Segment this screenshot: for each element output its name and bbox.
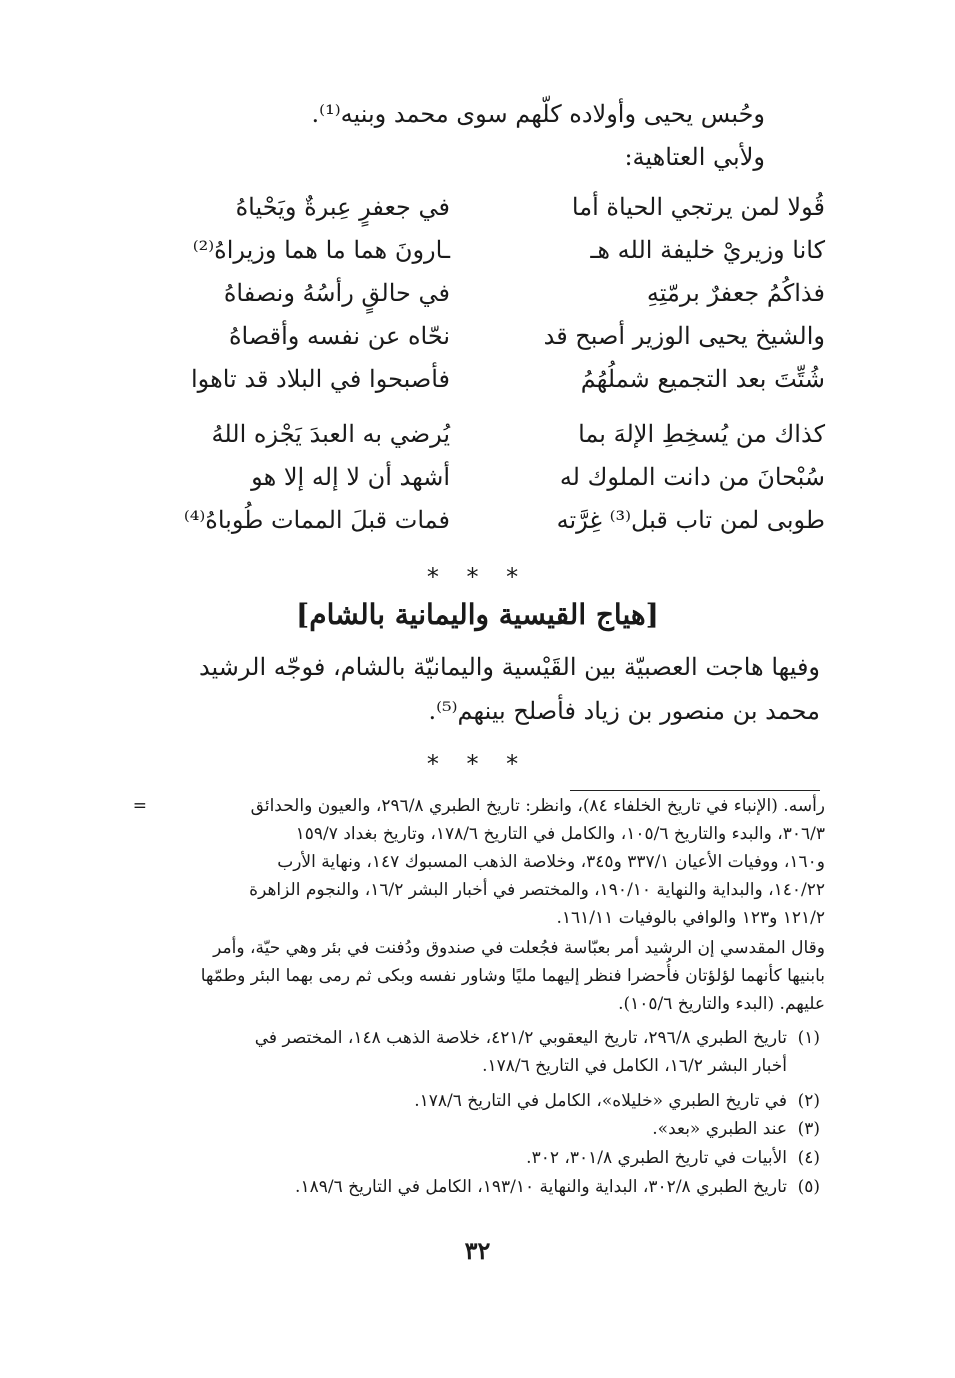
verse-hemistich-1: كذاك من يُسخِطِ الإلهَ بما xyxy=(578,420,825,448)
verse-hemistich-2: فمات قبلَ الممات طُوباهُ⁽⁴⁾ xyxy=(183,506,450,534)
footnote-line: ١٢١/٢ و١٢٣ والوافي بالوفيات ١٦١/١١. xyxy=(556,908,825,928)
footnote-number: (٥) xyxy=(797,1177,820,1197)
verse-hemistich-1: طوبى لمن تاب قبل⁽³⁾ غِرَّته xyxy=(556,506,825,534)
paragraph-line-1: وفيها هاجت العصبيّة بين القَيْسية واليمانيّة بالشام، فوجّه الرشيد xyxy=(198,653,820,681)
verse-hemistich-1: سُبْحانَ من دانت الملوك له xyxy=(559,463,825,491)
footnote-text: عند الطبري «بعد». xyxy=(652,1119,787,1139)
footnote-number: (٢) xyxy=(797,1091,820,1111)
footnote-text: الأبيات في تاريخ الطبري ٣٠١/٨، ٣٠٢. xyxy=(526,1148,787,1168)
verse-hemistich-1: فذاكُمُ جعفرٌ برمّتِهِ xyxy=(646,279,825,307)
verse-hemistich-2: يُرضي به العبدَ يَجْزه اللهُ xyxy=(211,420,450,448)
verse-hemistich-2: ـارونَ هما ما هما وزيراهُ⁽²⁾ xyxy=(192,236,450,264)
footnote-rule xyxy=(570,790,820,791)
footnote-text: تاريخ الطبري ٢٩٦/٨، تاريخ اليعقوبي ٤٢١/٢، خلاصة الذهب ١٤٨، المختصر في xyxy=(254,1028,787,1048)
footnote-text: أخبار البشر ١٦/٢، الكامل في التاريخ ١٧٨/٦. xyxy=(482,1056,787,1076)
verse-hemistich-2: نحّاه عن نفسه وأقصاهُ xyxy=(228,322,450,350)
verse-hemistich-2: في حالقٍ رأسُهُ ونصفاهُ xyxy=(223,279,450,307)
verse-hemistich-1: شُتِّتَ بعد التجميع شملُهُمُ xyxy=(580,365,825,393)
verse-hemistich-1: قُولا لمن يرتجي الحياة أما xyxy=(571,193,825,221)
footnote-text: في تاريخ الطبري «خليلاه»، الكامل في التاريخ ١٧٨/٦. xyxy=(414,1091,787,1111)
section-separator: * * * xyxy=(426,750,529,778)
footnote-number: (٣) xyxy=(797,1119,820,1139)
footnote-line: عليهم. (البدء والتاريخ ١٠٥/٦). xyxy=(618,994,825,1014)
footnote-line: ١٤٠/٢٢، والبداية والنهاية ١٩٠/١٠، والمختصر في أخبار البشر ١٦/٢، والنجوم الزاهرة xyxy=(249,880,825,900)
paragraph-line-2: محمد بن منصور بن زياد فأصلح بينهم⁽⁵⁾. xyxy=(428,697,820,725)
intro-line-2: ولأبي العتاهية: xyxy=(624,143,765,171)
footnote-line: و١٦٠، ووفيات الأعيان ٣٣٧/١ و٣٤٥، وخلاصة الذهب المسبوك ١٤٧، ونهاية الأرب xyxy=(277,852,825,872)
verse-hemistich-1: كانا وزيريْ خليفة الله هـ xyxy=(590,236,825,264)
footnote-line: وقال المقدسي إن الرشيد أمر بعبّاسة فجُعلت في صندوق ودُفنت في بئر وهي حيّة، وأمر xyxy=(213,938,825,958)
footnote-number: (٤) xyxy=(797,1148,820,1168)
footnote-line: ٣٠٦/٣، والبدء والتاريخ ١٠٥/٦، والكامل في التاريخ ١٧٨/٦، وتاريخ بغداد ١٥٩/٧ xyxy=(295,824,825,844)
verse-hemistich-2: أشهد أن لا إله إلا هو xyxy=(251,463,450,491)
footnote-text: تاريخ الطبري ٣٠٢/٨، البداية والنهاية ١٩٣/١٠، الكامل في التاريخ ١٨٩/٦. xyxy=(295,1177,787,1197)
verse-hemistich-2: في جعفرٍ عِبرةٌ ويَحْياهُ xyxy=(235,193,450,221)
footnote-line: رأسه. (الإنباء في تاريخ الخلفاء ٨٤)، وانظر: تاريخ الطبري ٢٩٦/٨، والعيون والحدائق xyxy=(250,796,825,816)
continuation-marker: = xyxy=(132,796,147,816)
section-separator: * * * xyxy=(426,563,529,591)
page-number: ٣٢ xyxy=(464,1236,491,1265)
verse-hemistich-1: والشيخ يحيى الوزير أصبح قد xyxy=(543,322,825,350)
footnote-number: (١) xyxy=(797,1028,820,1048)
intro-line-1: وحُبس يحيى وأولاده كلّهم سوى محمد وبنيه⁽¹⁾. xyxy=(311,100,765,128)
verse-hemistich-2: فأصبحوا في البلاد قد تاهوا xyxy=(191,365,450,393)
footnote-line: بابنيها كأنهما لؤلؤتان فأُحضرا فنظر إليهما مليًا وشاور نفسه وبكى ثم رمى بهما البئر وطمّها xyxy=(200,966,825,986)
section-heading: [هياج القيسية واليمانية بالشام] xyxy=(296,598,659,631)
